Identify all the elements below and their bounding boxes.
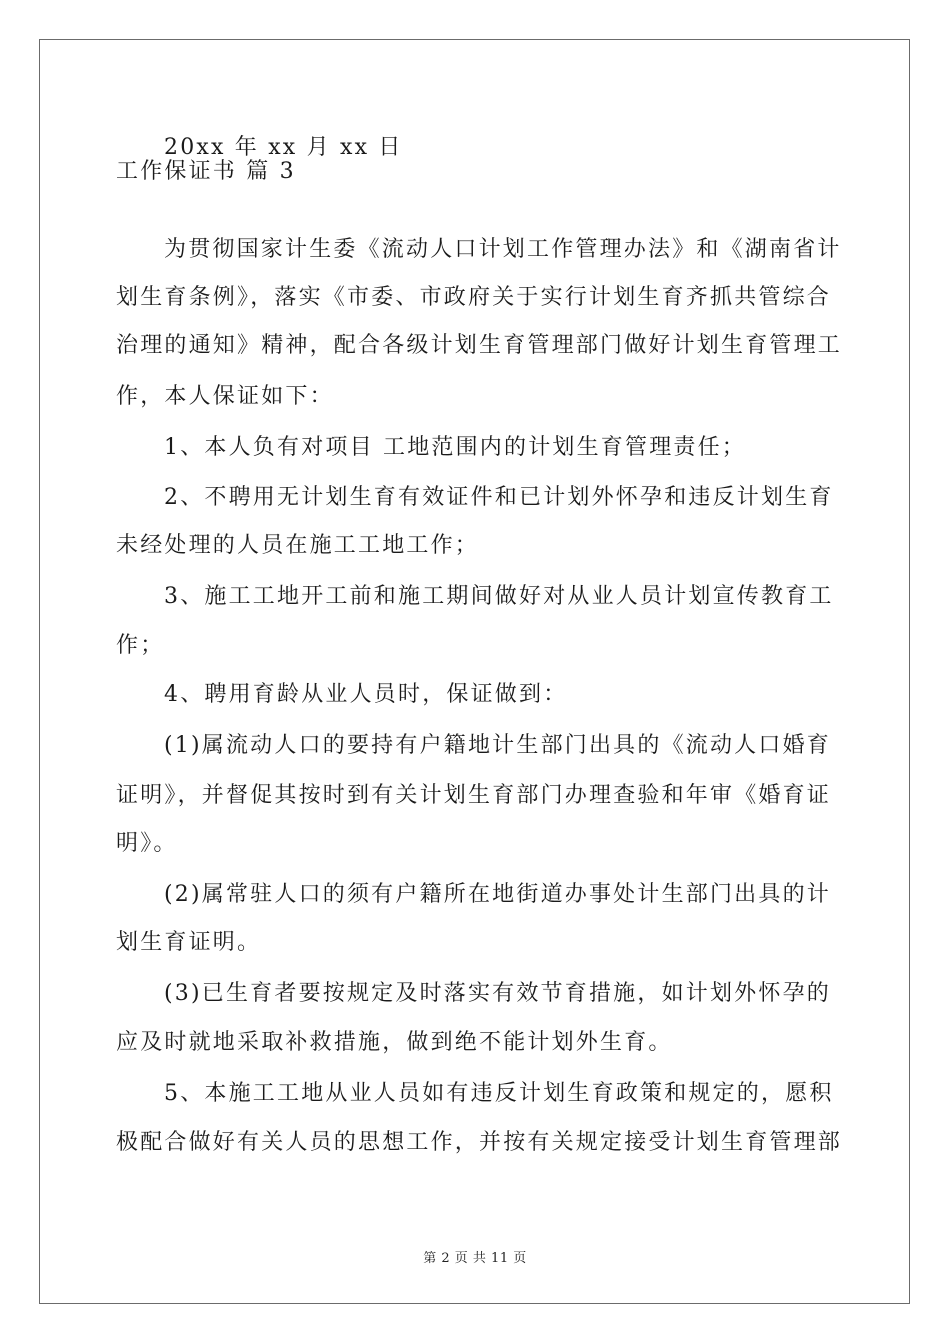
paragraph-line-1: 为贯彻国家计生委《流动人口计划工作管理办法》和《湖南省计 bbox=[164, 237, 842, 262]
item-5-line-2: 极配合做好有关人员的思想工作，并按有关规定接受计划生育管理部 bbox=[116, 1130, 843, 1155]
item-2-line-2: 未经处理的人员在施工工地工作； bbox=[116, 533, 480, 558]
subitem-2-line-2: 划生育证明。 bbox=[116, 930, 262, 955]
item-3-line-2: 作； bbox=[116, 633, 165, 658]
item-4-line-1: 4、聘用育龄从业人员时，保证做到： bbox=[164, 682, 568, 707]
page-border bbox=[39, 39, 910, 1304]
item-1-line-1: 1、本人负有对项目 工地范围内的计划生育管理责任； bbox=[164, 435, 746, 460]
item-2-line-1: 2、不聘用无计划生育有效证件和已计划外怀孕和违反计划生育 bbox=[164, 485, 834, 510]
subitem-3-line-1: (3)已生育者要按规定及时落实有效节育措施，如计划外怀孕的 bbox=[164, 981, 831, 1006]
item-5-line-1: 5、本施工工地从业人员如有违反计划生育政策和规定的，愿积 bbox=[164, 1081, 834, 1106]
date-line: 20xx 年 xx 月 xx 日 bbox=[164, 135, 403, 160]
subitem-1-line-2: 证明》，并督促其按时到有关计划生育部门办理查验和年审《婚育证 bbox=[116, 783, 832, 808]
subitem-2-line-1: (2)属常驻人口的须有户籍所在地街道办事处计生部门出具的计 bbox=[164, 882, 831, 907]
subitem-3-line-2: 应及时就地采取补救措施，做到绝不能计划外生育。 bbox=[116, 1030, 673, 1055]
paragraph-line-4: 作，本人保证如下： bbox=[116, 384, 334, 409]
paragraph-line-2: 划生育条例》，落实《市委、市政府关于实行计划生育齐抓共管综合 bbox=[116, 285, 832, 310]
paragraph-line-3: 治理的通知》精神，配合各级计划生育管理部门做好计划生育管理工 bbox=[116, 333, 843, 358]
item-3-line-1: 3、施工工地开工前和施工期间做好对从业人员计划宣传教育工 bbox=[164, 584, 834, 609]
subitem-1-line-3: 明》。 bbox=[116, 831, 178, 856]
subitem-1-line-1: (1)属流动人口的要持有户籍地计生部门出具的《流动人口婚育 bbox=[164, 733, 831, 758]
section-title: 工作保证书 篇 3 bbox=[116, 159, 296, 184]
page-number-footer: 第 2 页 共 11 页 bbox=[423, 1251, 527, 1266]
